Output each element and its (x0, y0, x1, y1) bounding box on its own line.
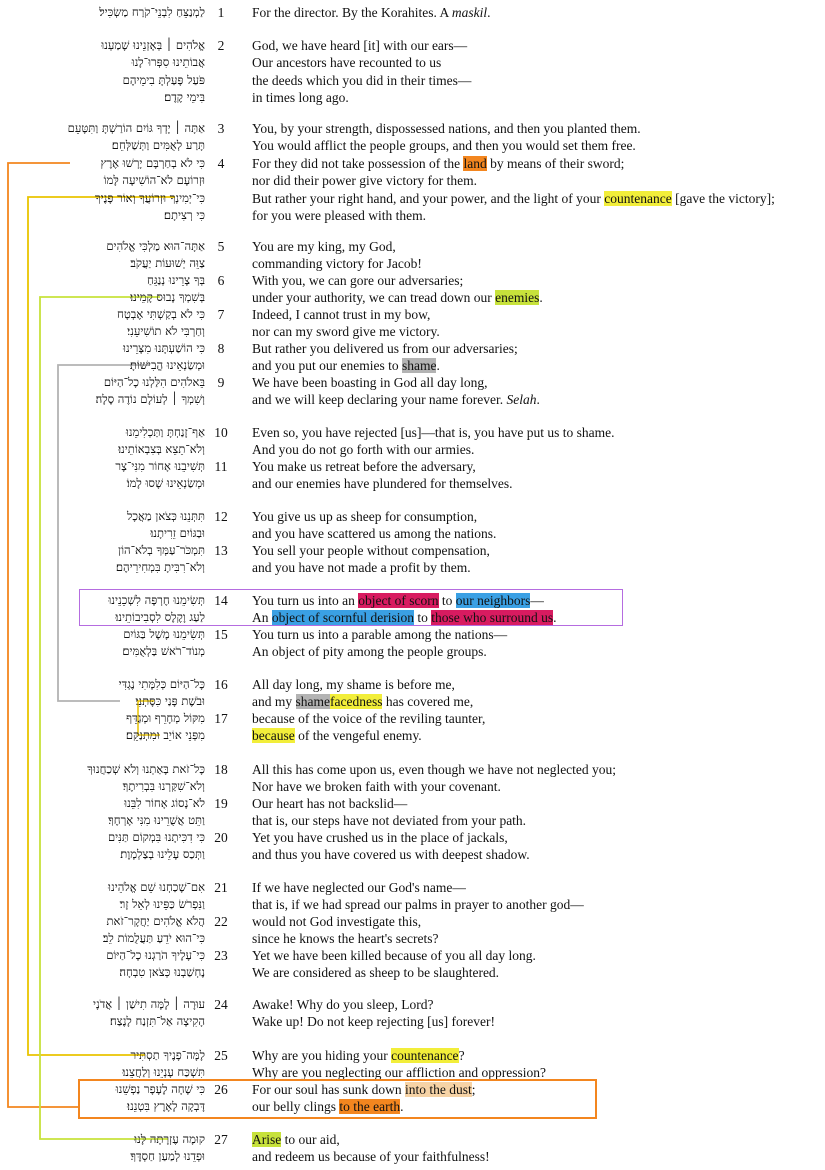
english-line (252, 306, 440, 323)
hebrew-line: בְּךָ צָרֵינוּ נְנַגֵּחַ (147, 273, 205, 287)
verse-number: 26 (214, 1082, 228, 1097)
hebrew-line: צַוֵּה יְשׁוּעוֹת יַעֲקֹב׃ (130, 256, 205, 271)
english-line (252, 340, 518, 357)
hebrew-line: אַף־זָנַחְתָּ וַתַּכְלִימֵנוּ (125, 425, 205, 439)
english-line (252, 89, 471, 106)
hebrew-text (108, 829, 205, 864)
hebrew-line: תְּשִׁיבֵנוּ אָחוֹר מִנִּי־צָר (115, 459, 205, 473)
hebrew-line: בִּימֵי קֶדֶם׃ (164, 90, 205, 105)
hebrew-text (68, 120, 205, 155)
verse-number: 9 (217, 375, 225, 390)
text-segment: You turn us into a parable among the nations— (252, 627, 508, 642)
highlighted-word: shame (295, 694, 330, 710)
english-line (252, 1131, 490, 1148)
text-segment: Yet you have crushed us in the place of jackals, (252, 830, 508, 845)
english-line (252, 896, 584, 913)
english-line (252, 323, 440, 340)
text-segment: to (413, 610, 432, 626)
text-segment: . (487, 5, 491, 20)
english-line (252, 137, 641, 154)
hebrew-line: וְלֹא־רִבִּיתָ בִּמְחִירֵיהֶם׃ (115, 560, 205, 575)
hebrew-line: אִם־שָׁכַחְנוּ שֵׁם אֱלֹהֵינוּ (108, 880, 205, 894)
hebrew-line: לָמָּה־פָנֶיךָ תַסְתִּיר (130, 1048, 205, 1062)
hebrew-line: וְלֹא־תֵצֵא בְּצִבְאוֹתֵינוּ׃ (118, 442, 205, 457)
hebrew-line: וַתֵּט אֲשֻׁרֵינוּ מִנִּי אָרְחֶךָ׃ (108, 813, 205, 828)
verse-number: 3 (217, 121, 225, 136)
verse-number: 7 (217, 307, 225, 322)
text-segment: An (252, 610, 272, 626)
text-segment: and you have scattered us among the nations. (252, 526, 497, 542)
text-segment: And you do not go forth with our armies. (252, 442, 475, 458)
english-line (252, 996, 495, 1013)
verse-26-frame (78, 1079, 597, 1119)
text-segment: and you have not made a profit by them. (252, 560, 471, 576)
english-line (252, 172, 775, 189)
english-text (252, 120, 641, 155)
hebrew-line: מִקּוֹל מְחָרֵף וּמְגַדֵּף (126, 711, 205, 725)
text-segment: . (536, 392, 540, 408)
hebrew-text (122, 626, 205, 661)
verse-number: 1 (217, 5, 225, 20)
text-segment: of the vengeful enemy. (294, 728, 422, 744)
text-segment: since he knows the heart's secrets? (252, 931, 439, 947)
hebrew-line: וּמְשַׂנְאֵינוּ שָׁסוּ לָמוֹ׃ (126, 476, 205, 491)
english-line (252, 846, 530, 863)
text-segment: But rather your right hand, and your power, and the light of your (252, 190, 605, 206)
highlighted-word: shame (401, 358, 437, 374)
text-segment: Nor have we broken faith with your covenant. (252, 779, 501, 795)
english-line (252, 120, 641, 137)
highlighted-word: countenance (604, 190, 672, 206)
text-segment: Why are you neglecting our affliction and oppression? (252, 1065, 547, 1081)
english-line (252, 1047, 546, 1064)
text-segment: You make us retreat before the adversary, (252, 459, 476, 474)
text-segment: Indeed, I cannot trust in my bow, (252, 307, 431, 322)
hebrew-line: מְנוֹד־רֹאשׁ בַּלְאֻמִּים׃ (122, 644, 205, 659)
hebrew-line: תָּרַע לְאֻמִּים וַתְּשַׁלְּחֵם׃ (111, 138, 205, 153)
english-text (252, 795, 526, 830)
english-line (252, 508, 496, 525)
text-segment: . (436, 358, 440, 374)
hebrew-text (87, 761, 205, 796)
link-land-earth (8, 163, 78, 1107)
hebrew-line: כִּי לֹא בְחַרְבָּם יָרְשׁוּ אֶרֶץ (100, 156, 205, 170)
text-segment: by means of their sword; (486, 156, 625, 171)
hebrew-text (127, 508, 205, 543)
hebrew-line: כִּי הוֹשַׁעְתָּנוּ מִצָּרֵינוּ (122, 341, 205, 355)
text-segment: and redeem us because of your faithfulness! (252, 1149, 490, 1165)
highlighted-word: object of scorn (358, 593, 439, 608)
text-segment: for you were pleased with them. (252, 208, 426, 224)
verse-number: 15 (214, 627, 228, 642)
text-segment: that is, our steps have not deviated from your path. (252, 813, 527, 829)
hebrew-line: פֹּעַל פָּעַלְתָּ בִימֵיהֶם (122, 72, 205, 87)
hebrew-line: עוּרָה ׀ לָמָּה תִישַׁן ׀ אֲדֹנָי (92, 997, 205, 1011)
english-text (252, 508, 496, 543)
hebrew-line: תְּשִׂימֵנוּ מָשָׁל בַּגּוֹיִם (123, 627, 205, 641)
hebrew-line: וְלֹא־שִׁקַּרְנוּ בִּבְרִיתֶךָ׃ (122, 779, 205, 794)
hebrew-text (103, 913, 205, 948)
english-text (252, 913, 439, 948)
english-line (252, 4, 490, 21)
english-text (252, 340, 518, 375)
english-line (252, 559, 490, 576)
english-line (252, 289, 543, 306)
english-line (252, 1148, 490, 1165)
hebrew-line: תִּתְּנֵנוּ כְּצֹאן מַאֲכָל (127, 509, 205, 523)
hebrew-line: וּבֹשֶׁת פָּנַי כִּסָּתְנִי׃ (135, 694, 205, 709)
english-line (252, 155, 775, 172)
english-text (252, 374, 540, 409)
highlighted-word: enemies (495, 290, 540, 306)
hebrew-line: כִּי דִכִּיתָנוּ בִּמְקוֹם תַּנִּים (107, 830, 205, 844)
english-line (252, 964, 536, 981)
text-segment: But rather you delivered us from our adversaries; (252, 341, 518, 356)
text-segment: and we will keep declaring your name forever. (252, 392, 507, 408)
text-segment: . (400, 1099, 404, 1115)
english-text (252, 947, 536, 982)
verse-number: 13 (214, 543, 228, 558)
verse-number: 12 (214, 509, 228, 524)
english-line (252, 255, 422, 272)
hebrew-text (96, 374, 205, 409)
verse-14-frame (79, 589, 623, 626)
english-line (252, 693, 473, 710)
english-text (252, 996, 495, 1031)
hebrew-text (122, 1047, 205, 1082)
hebrew-text (117, 306, 205, 341)
text-segment: If we have neglected our God's name— (252, 880, 466, 895)
english-line (252, 374, 540, 391)
english-text (252, 424, 615, 459)
text-segment: nor did their power give victory for them. (252, 173, 477, 189)
highlighted-word: those who surround us (431, 610, 554, 626)
highlighted-word: because (252, 728, 295, 744)
text-segment: in times long ago. (252, 90, 349, 106)
english-text (252, 155, 775, 225)
english-line (252, 879, 584, 896)
hebrew-line: קוּמָה עֶזְרָתָה לָּנוּ (134, 1132, 205, 1146)
english-line (252, 458, 513, 475)
english-text (252, 1047, 546, 1082)
english-line (252, 676, 473, 693)
hebrew-line: וּזְרוֹעָם לֹא־הוֹשִׁיעָה לָּמוֹ (103, 173, 205, 188)
text-segment: You give us up as sheep for consumption, (252, 509, 478, 524)
english-line (252, 441, 615, 458)
english-line (252, 391, 540, 408)
verse-number: 5 (217, 239, 225, 254)
hebrew-text (119, 676, 205, 711)
hebrew-line: וְחַרְבִּי לֹא תוֹשִׁיעֵנִי׃ (127, 324, 205, 339)
highlighted-word: Arise (252, 1132, 282, 1147)
text-segment: and you put our enemies to (252, 358, 402, 374)
english-line (252, 37, 471, 54)
text-segment: For they did not take possession of the (252, 156, 464, 171)
text-segment: maskil (451, 5, 488, 20)
hebrew-text (130, 1131, 205, 1166)
text-segment: You turn us into an (252, 593, 359, 608)
highlighted-word: object of scornful derision (271, 610, 414, 626)
text-segment: Yet we have been killed because of you all day long. (252, 948, 536, 963)
english-text (252, 761, 616, 796)
text-segment: ; (471, 1082, 476, 1097)
verse-number: 2 (217, 38, 225, 53)
highlighted-word: countenance (391, 1048, 459, 1063)
english-text (252, 272, 543, 307)
text-segment: [gave the victory]; (671, 190, 775, 206)
hebrew-text (118, 424, 205, 459)
english-line (252, 913, 439, 930)
english-line (252, 542, 490, 559)
english-text (252, 829, 530, 864)
english-line (252, 643, 507, 660)
verse-number: 21 (214, 880, 228, 895)
hebrew-text (108, 795, 205, 830)
verse-number: 23 (214, 948, 228, 963)
hebrew-text (126, 710, 205, 745)
english-text (252, 879, 584, 914)
verse-number: 17 (214, 711, 228, 726)
hebrew-line: תִּשְׁכַּח עָנְיֵנוּ וְלַחֲצֵנוּ׃ (122, 1065, 205, 1080)
hebrew-line: בֵּאלֹהִים הִלַּלְנוּ כָל־הַיּוֹם (103, 375, 205, 389)
hebrew-line: וְשִׁמְךָ ׀ לְעוֹלָם נוֹדֶה סֶלָה׃ (95, 392, 205, 407)
text-segment: Even so, you have rejected [us]—that is, you have put us to shame. (252, 425, 615, 440)
english-line (252, 72, 471, 89)
english-line (252, 54, 471, 71)
hebrew-text (123, 340, 205, 375)
english-text (252, 4, 490, 21)
hebrew-line: הֲלֹא אֱלֹהִים יַחֲקָר־זֹאת (106, 914, 205, 928)
hebrew-text (115, 458, 205, 493)
english-text (252, 1131, 490, 1166)
text-segment: — (530, 593, 544, 608)
highlighted-word: facedness (330, 694, 383, 710)
verse-number: 11 (214, 459, 228, 474)
verse-number: 19 (214, 796, 228, 811)
text-segment: Wake up! Do not keep rejecting [us] forever! (252, 1014, 495, 1030)
hebrew-line: כִּי לֹא בְקַשְׁתִּי אֶבְטָח (117, 307, 205, 321)
english-line (252, 947, 536, 964)
english-line (252, 357, 518, 374)
hebrew-line: וַנִּפְרֹשׂ כַּפֵּינוּ לְאֵל זָר׃ (119, 897, 205, 912)
english-text (252, 676, 473, 711)
highlighted-word: into the dust (405, 1082, 472, 1097)
verse-number: 25 (214, 1048, 228, 1063)
text-segment: You are my king, my God, (252, 239, 396, 254)
text-segment: because of the voice of the reviling taunter, (252, 711, 486, 726)
text-segment: Our ancestors have recounted to us (252, 55, 442, 71)
hebrew-line: וּמְשַׂנְאֵינוּ הֱבִישׁוֹתָ׃ (129, 358, 205, 373)
english-text (252, 458, 513, 493)
hebrew-text (106, 238, 205, 273)
english-line (252, 190, 775, 207)
text-segment: Selah (506, 392, 537, 408)
english-line (252, 424, 615, 441)
text-segment: under your authority, we can tread down our (252, 290, 496, 306)
english-line (252, 812, 526, 829)
hebrew-line: אֲבוֹתֵינוּ סִפְּרוּ־לָנוּ (131, 55, 205, 70)
english-line (252, 626, 507, 643)
english-text (252, 710, 485, 745)
english-line (252, 829, 530, 846)
highlighted-word: land (463, 156, 487, 171)
english-line (252, 475, 513, 492)
english-line (252, 778, 616, 795)
verse-number: 27 (214, 1132, 228, 1147)
text-segment: For our soul has sunk down (252, 1082, 406, 1097)
hebrew-line: לֹא־נָסוֹג אָחוֹר לִבֵּנוּ (124, 796, 205, 810)
hebrew-line: בְּשִׁמְךָ נָבוּס קָמֵינוּ׃ (130, 290, 205, 305)
english-line (252, 272, 543, 289)
hebrew-line: כִּי־הוּא יֹדֵעַ תַּעֲלֻמוֹת לֵב׃ (102, 931, 205, 946)
text-segment: and thus you have covered us with deepest shadow. (252, 847, 530, 863)
hebrew-text (99, 4, 205, 21)
verse-number: 6 (217, 273, 225, 288)
hebrew-line: מִפְּנֵי אוֹיֵב וּמִתְנַקֵּם׃ (125, 728, 205, 743)
hebrew-line: אַתָּה־הוּא מַלְכִּי אֱלֹהִים (106, 239, 205, 253)
hebrew-text (130, 272, 205, 307)
text-segment: . (553, 610, 557, 626)
text-segment: All this has come upon us, even though we have not neglected you; (252, 762, 617, 777)
english-line (252, 795, 526, 812)
hebrew-line: וַתְּכַס עָלֵינוּ בְצַלְמָוֶת׃ (120, 847, 205, 862)
verse-number: 16 (214, 677, 228, 692)
verse-number: 14 (214, 593, 228, 608)
text-segment: With you, we can gore our adversaries; (252, 273, 464, 288)
english-line (252, 930, 439, 947)
highlighted-word: our neighbors (455, 593, 531, 608)
english-line (252, 525, 496, 542)
english-text (252, 542, 490, 577)
verse-number: 10 (214, 425, 228, 440)
text-segment: and my (252, 694, 296, 710)
hebrew-line: דָּבְקָה לָאָרֶץ בִּטְנֵנוּ׃ (127, 1099, 205, 1114)
hebrew-line: כִּי־יְמִינְךָ וּזְרוֹעֲךָ וְאוֹר פָּנֶיךָ (94, 190, 205, 205)
text-segment: has covered me, (382, 694, 474, 710)
text-segment: would not God investigate this, (252, 914, 422, 929)
text-segment: our belly clings (252, 1099, 340, 1115)
hebrew-line: אֱלֹהִים ׀ בְּאָזְנֵינוּ שָׁמַעְנוּ (101, 38, 205, 52)
text-segment: An object of pity among the people groups. (252, 644, 487, 660)
text-segment: Why are you hiding your (252, 1048, 392, 1063)
hebrew-line: כִּי רְצִיתָם׃ (163, 208, 205, 223)
hebrew-text (106, 947, 205, 982)
hebrew-line: אַתָּה ׀ יָדְךָ גּוֹיִם הוֹרַשְׁתָּ וַתִּטָּעֵם (67, 121, 205, 135)
text-segment: You, by your strength, dispossessed nations, and then you planted them. (252, 121, 641, 136)
text-segment: ? (458, 1048, 465, 1063)
english-line (252, 761, 616, 778)
hebrew-line: כָּל־הַיּוֹם כְּלִמָּתִי נֶגְדִּי (118, 677, 205, 691)
text-segment: the deeds which you did in their times— (252, 72, 472, 88)
text-segment: that is, if we had spread our palms in prayer to another god— (252, 897, 584, 913)
english-line (252, 727, 485, 744)
verse-number: 22 (214, 914, 228, 929)
text-segment: to our aid, (281, 1132, 340, 1147)
text-segment: God, we have heard [it] with our ears— (252, 38, 468, 53)
text-segment: Our heart has not backslid— (252, 796, 408, 811)
hebrew-line: לַמְנַצֵּחַ לִבְנֵי־קֹרַח מַשְׂכִּיל׃ (99, 5, 205, 19)
verse-number: 18 (214, 762, 228, 777)
hebrew-line: כִּי שָׁחָה לֶעָפָר נַפְשֵׁנוּ (115, 1082, 205, 1096)
verse-number: 4 (217, 156, 225, 171)
english-line (252, 1013, 495, 1030)
hebrew-line: תְּשִׂימֵנוּ חֶרְפָּה לִשְׁכֵנֵינוּ (108, 593, 205, 607)
text-segment: We have been boasting in God all day long, (252, 375, 488, 390)
english-text (252, 626, 507, 661)
text-segment: to (438, 593, 456, 608)
hebrew-line: הָקִיצָה אַל־תִּזְנַח לָנֶצַח׃ (109, 1014, 205, 1029)
text-segment: Awake! Why do you sleep, Lord? (252, 997, 434, 1012)
hebrew-text (95, 155, 205, 225)
hebrew-line: כִּי־עָלֶיךָ הֹרַגְנוּ כָל־הַיּוֹם (106, 948, 205, 962)
hebrew-line: נֶחְשַׁבְנוּ כְּצֹאן טִבְחָה׃ (119, 965, 205, 980)
hebrew-line: כָּל־זֹאת בָּאַתְנוּ וְלֹא שְׁכַחֲנוּךָ (87, 762, 205, 776)
text-segment: You sell your people without compensation, (252, 543, 490, 558)
text-segment: . (539, 290, 543, 306)
hebrew-line: וּפְדֵנוּ לְמַעַן חַסְדֶּךָ׃ (130, 1149, 205, 1164)
highlighted-word: to the earth (339, 1099, 401, 1115)
english-line (252, 207, 775, 224)
verse-number: 8 (217, 341, 225, 356)
text-segment: All day long, my shame is before me, (252, 677, 455, 692)
text-segment: You would afflict the people groups, and then you would set them free. (252, 138, 636, 154)
hebrew-text (116, 542, 205, 577)
english-text (252, 306, 440, 341)
text-segment: commanding victory for Jacob! (252, 256, 422, 272)
text-segment: and our enemies have plundered for themselves. (252, 476, 513, 492)
hebrew-text (93, 996, 205, 1031)
english-line (252, 238, 422, 255)
text-segment: We are considered as sheep to be slaughtered. (252, 965, 500, 981)
hebrew-text (108, 879, 205, 914)
text-segment: nor can my sword give me victory. (252, 324, 440, 340)
english-line (252, 710, 485, 727)
hebrew-line: לַעַג וָקֶלֶס לִסְבִיבוֹתֵינוּ׃ (115, 610, 205, 625)
verse-number: 24 (214, 997, 228, 1012)
english-text (252, 238, 422, 273)
hebrew-line: וּבַגּוֹיִם זֵרִיתָנוּ׃ (150, 526, 205, 541)
english-text (252, 37, 471, 107)
hebrew-line: תִּמְכֹּר־עַמְּךָ בְלֹא־הוֹן (118, 543, 205, 557)
text-segment: For the director. By the Korahites. A (252, 5, 452, 20)
verse-number: 20 (214, 830, 228, 845)
hebrew-text (101, 37, 205, 107)
